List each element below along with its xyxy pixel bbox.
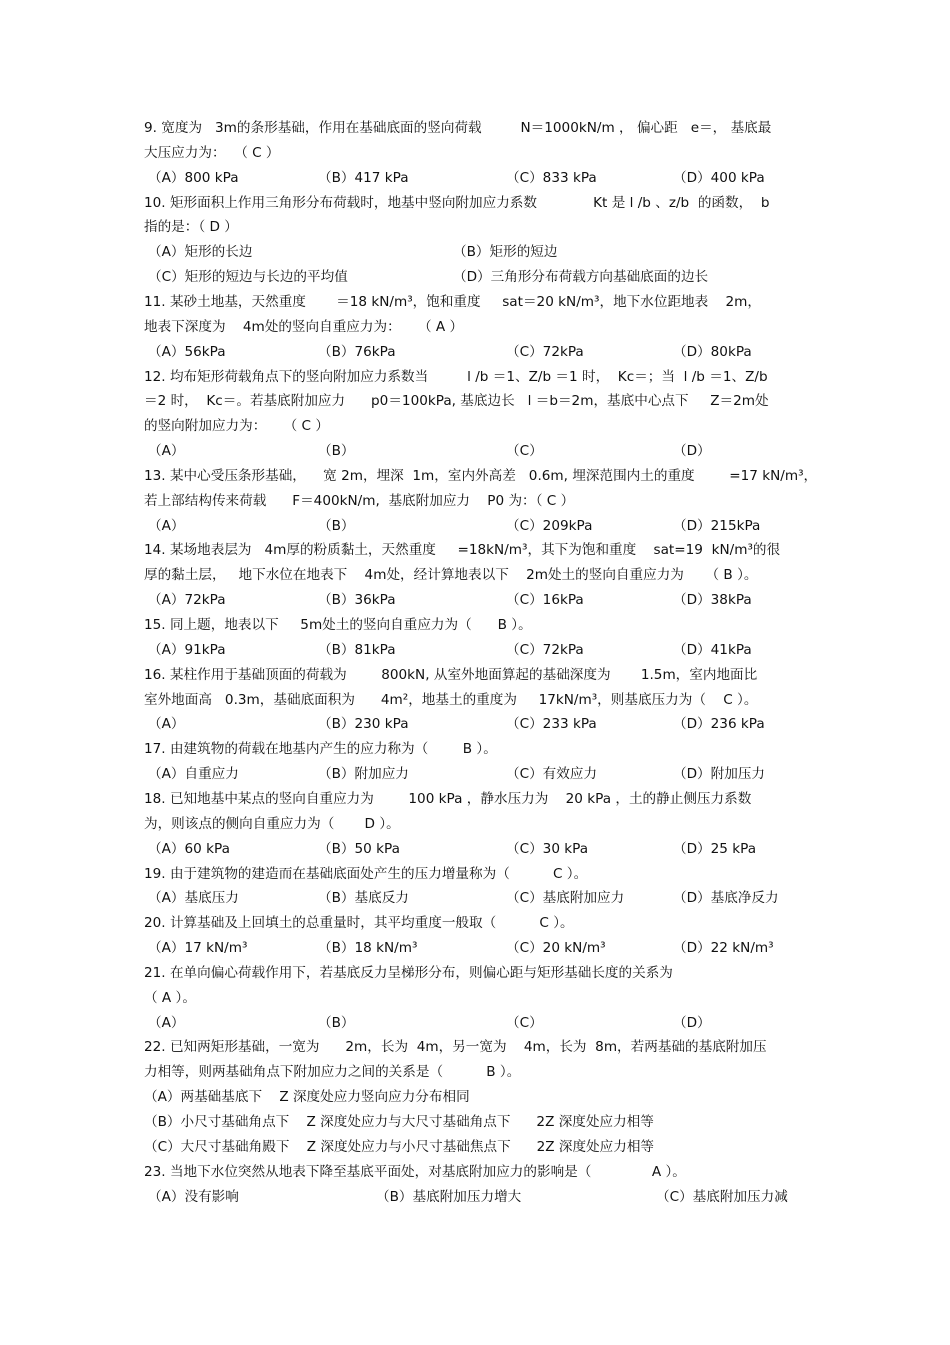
answer-option: （A） [148, 443, 185, 460]
answer-option: （C）209kPa [506, 517, 593, 534]
question-text-line: 16. 某柱作用于基础顶面的荷载为 800kN, 从室外地面算起的基础深度为 1.5m，室内地面比 [144, 666, 758, 683]
answer-option: （D） [673, 1014, 711, 1031]
question-text-line: 11. 某砂土地基，天然重度 ＝18 kN/m³，饱和重度 sat＝20 kN/m³，地下水位距地表 2m， [144, 293, 762, 310]
question-text-line: 15. 同上题，地表以下 5m处土的竖向自重应力为（ B ）。 [144, 617, 532, 633]
option-row [148, 243, 828, 261]
answer-option: （B）18 kN/m³ [318, 940, 418, 957]
question-text-line: （C）大尺寸基础角殿下 Z 深度处应力与小尺寸基础焦点下 2Z 深度处应力相等 [144, 1138, 655, 1155]
question-text-line: 23. 当地下水位突然从地表下降至基底平面处，对基底附加应力的影响是（ A ）。 [144, 1163, 686, 1180]
answer-option: （C）16kPa [506, 592, 584, 609]
answer-option: （A） [148, 517, 185, 534]
answer-option: （B）附加应力 [318, 766, 409, 783]
answer-option: （B）81kPa [318, 641, 396, 658]
option-row [148, 517, 828, 535]
answer-option: （B）417 kPa [318, 169, 409, 186]
answer-option: （C）233 kPa [506, 716, 597, 733]
option-row [148, 343, 828, 361]
answer-option: （C） [506, 1014, 543, 1031]
option-row [148, 169, 828, 187]
answer-option: （A）矩形的长边 [148, 244, 253, 261]
question-text-line: 19. 由于建筑物的建造而在基础底面处产生的压力增量称为（ C ）。 [144, 865, 588, 882]
answer-option: （A）17 kN/m³ [148, 940, 248, 957]
answer-option: （A） [148, 716, 185, 733]
question-text-line: （ A ）。 [144, 989, 196, 1006]
answer-option: （A）800 kPa [148, 169, 239, 186]
question-text-line: 厚的黏土层， 地下水位在地表下 4m处，经计算地表以下 2m处土的竖向自重应力为 （ B ）。 [144, 567, 758, 584]
answer-option: （D）22 kN/m³ [673, 940, 774, 957]
answer-option: （C）72kPa [506, 343, 584, 360]
answer-option: （A）自重应力 [148, 766, 239, 783]
question-text-line: 10. 矩形面积上作用三角形分布荷载时，地基中竖向附加应力系数 Kt 是 l /b 、z/b 的函数， b [144, 194, 770, 211]
question-text-line: 20. 计算基础及上回填土的总重量时，其平均重度一般取（ C ）。 [144, 915, 574, 932]
answer-option: （C）基底附加应力 [506, 890, 625, 907]
answer-option: （A）72kPa [148, 592, 226, 609]
option-row [148, 268, 828, 286]
question-text-line: 14. 某场地表层为 4m厚的粉质黏土，天然重度 =18kN/m³，其下为饱和重度 sat=19 kN/m³的很 [144, 542, 781, 559]
question-text-line: 指的是：（ D ） [144, 219, 238, 236]
answer-option: （D）215kPa [673, 517, 761, 534]
answer-option: （B） [318, 443, 355, 460]
question-text-line: 大压应力为： （ C ） [144, 144, 280, 161]
answer-option: （D）基底净反力 [673, 890, 779, 907]
answer-option: （C）基底附加压力减 [656, 1188, 788, 1205]
question-text-line: 21. 在单向偏心荷载作用下，若基底反力呈梯形分布，则偏心距与矩形基础长度的关系为 [144, 964, 673, 981]
answer-option: （B）基底反力 [318, 890, 409, 907]
answer-option: （A）91kPa [148, 641, 226, 658]
answer-option: （B）50 kPa [318, 840, 400, 857]
question-text-line: ＝2 时， Kc＝。若基底附加应力 p0＝100kPa, 基底边长 l ＝b＝2m，基底中心点下 Z＝2m处 [144, 393, 769, 410]
question-text-line: （A）两基础基底下 Z 深度处应力竖向应力分布相同 [144, 1089, 470, 1106]
answer-option: （C） [506, 443, 543, 460]
answer-option: （B）76kPa [318, 343, 396, 360]
option-row [148, 442, 828, 460]
answer-option: （D）80kPa [673, 343, 752, 360]
answer-option: （C）矩形的短边与长边的平均值 [148, 269, 348, 286]
answer-option: （D） [673, 443, 711, 460]
answer-option: （C）有效应力 [506, 766, 598, 783]
answer-option: （B）230 kPa [318, 716, 409, 733]
answer-option: （C）833 kPa [506, 169, 597, 186]
answer-option: （D）400 kPa [673, 169, 765, 186]
option-row [148, 1188, 828, 1206]
answer-option: （A）56kPa [148, 343, 226, 360]
option-row [148, 765, 828, 783]
option-row [148, 889, 828, 907]
answer-option: （B） [318, 1014, 355, 1031]
question-text-line: （B）小尺寸基础角点下 Z 深度处应力与大尺寸基础角点下 2Z 深度处应力相等 [144, 1114, 654, 1130]
answer-option: （A）没有影响 [148, 1188, 239, 1205]
option-row [148, 641, 828, 659]
question-text-line: 地表下深度为 4m处的竖向自重应力为： （ A ） [144, 318, 464, 335]
question-text-line: 12. 均布矩形荷载角点下的竖向附加应力系数当 l /b ＝1、Z/b ＝1 时， Kc＝；当 l /b ＝1、Z/b [144, 368, 768, 385]
question-text-line: 的竖向附加应力为： （ C ） [144, 418, 329, 435]
option-row [148, 1014, 828, 1032]
answer-option: （B）36kPa [318, 592, 396, 609]
question-text-line: 室外地面高 0.3m，基础底面积为 4m²，地基土的重度为 17kN/m³，则基底压力为（ C ）。 [144, 691, 758, 708]
answer-option: （D）附加压力 [673, 766, 766, 783]
option-row [148, 715, 828, 733]
option-row [148, 939, 828, 957]
question-text-line: 13. 某中心受压条形基础， 宽 2m，埋深 1m，室内外高差 0.6m, 埋深范围内土的重度 =17 kN/m³， [144, 467, 818, 484]
answer-option: （A）基底压力 [148, 890, 239, 907]
answer-option: （D）25 kPa [673, 840, 757, 857]
question-text-line: 9. 宽度为 3m的条形基础，作用在基础底面的竖向荷载 N＝1000kN/m ， 偏心距 e＝， 基底最 [144, 120, 772, 136]
question-text-line: 18. 已知地基中某点的竖向自重应力为 100 kPa ，静水压力为 20 kPa ，土的静止侧压力系数 [144, 790, 752, 807]
question-text-line: 若上部结构传来荷载 F＝400kN/m, 基底附加应力 P0 为：（ C ） [144, 492, 575, 509]
answer-option: （D）41kPa [673, 641, 752, 658]
answer-option: （D）236 kPa [673, 716, 765, 733]
question-text-line: 为，则该点的侧向自重应力为（ D ）。 [144, 815, 400, 832]
answer-option: （B）基底附加压力增大 [376, 1188, 522, 1205]
answer-option: （D）三角形分布荷载方向基础底面的边长 [453, 269, 709, 286]
answer-option: （C）30 kPa [506, 840, 589, 857]
answer-option: （C）20 kN/m³ [506, 940, 606, 957]
question-text-line: 22. 已知两矩形基础，一宽为 2m，长为 4m，另一宽为 4m，长为 8m，若两基础的基底附加压 [144, 1039, 767, 1056]
answer-option: （C）72kPa [506, 641, 584, 658]
option-row [148, 840, 828, 858]
option-row [148, 591, 828, 609]
answer-option: （A）60 kPa [148, 840, 230, 857]
answer-option: （A） [148, 1014, 185, 1031]
answer-option: （D）38kPa [673, 592, 752, 609]
answer-option: （B）矩形的短边 [453, 244, 558, 261]
question-text-line: 17. 由建筑物的荷载在地基内产生的应力称为（ B ）。 [144, 741, 497, 758]
answer-option: （B） [318, 517, 355, 534]
question-text-line: 力相等，则两基础角点下附加应力之间的关系是（ B ）。 [144, 1064, 521, 1081]
